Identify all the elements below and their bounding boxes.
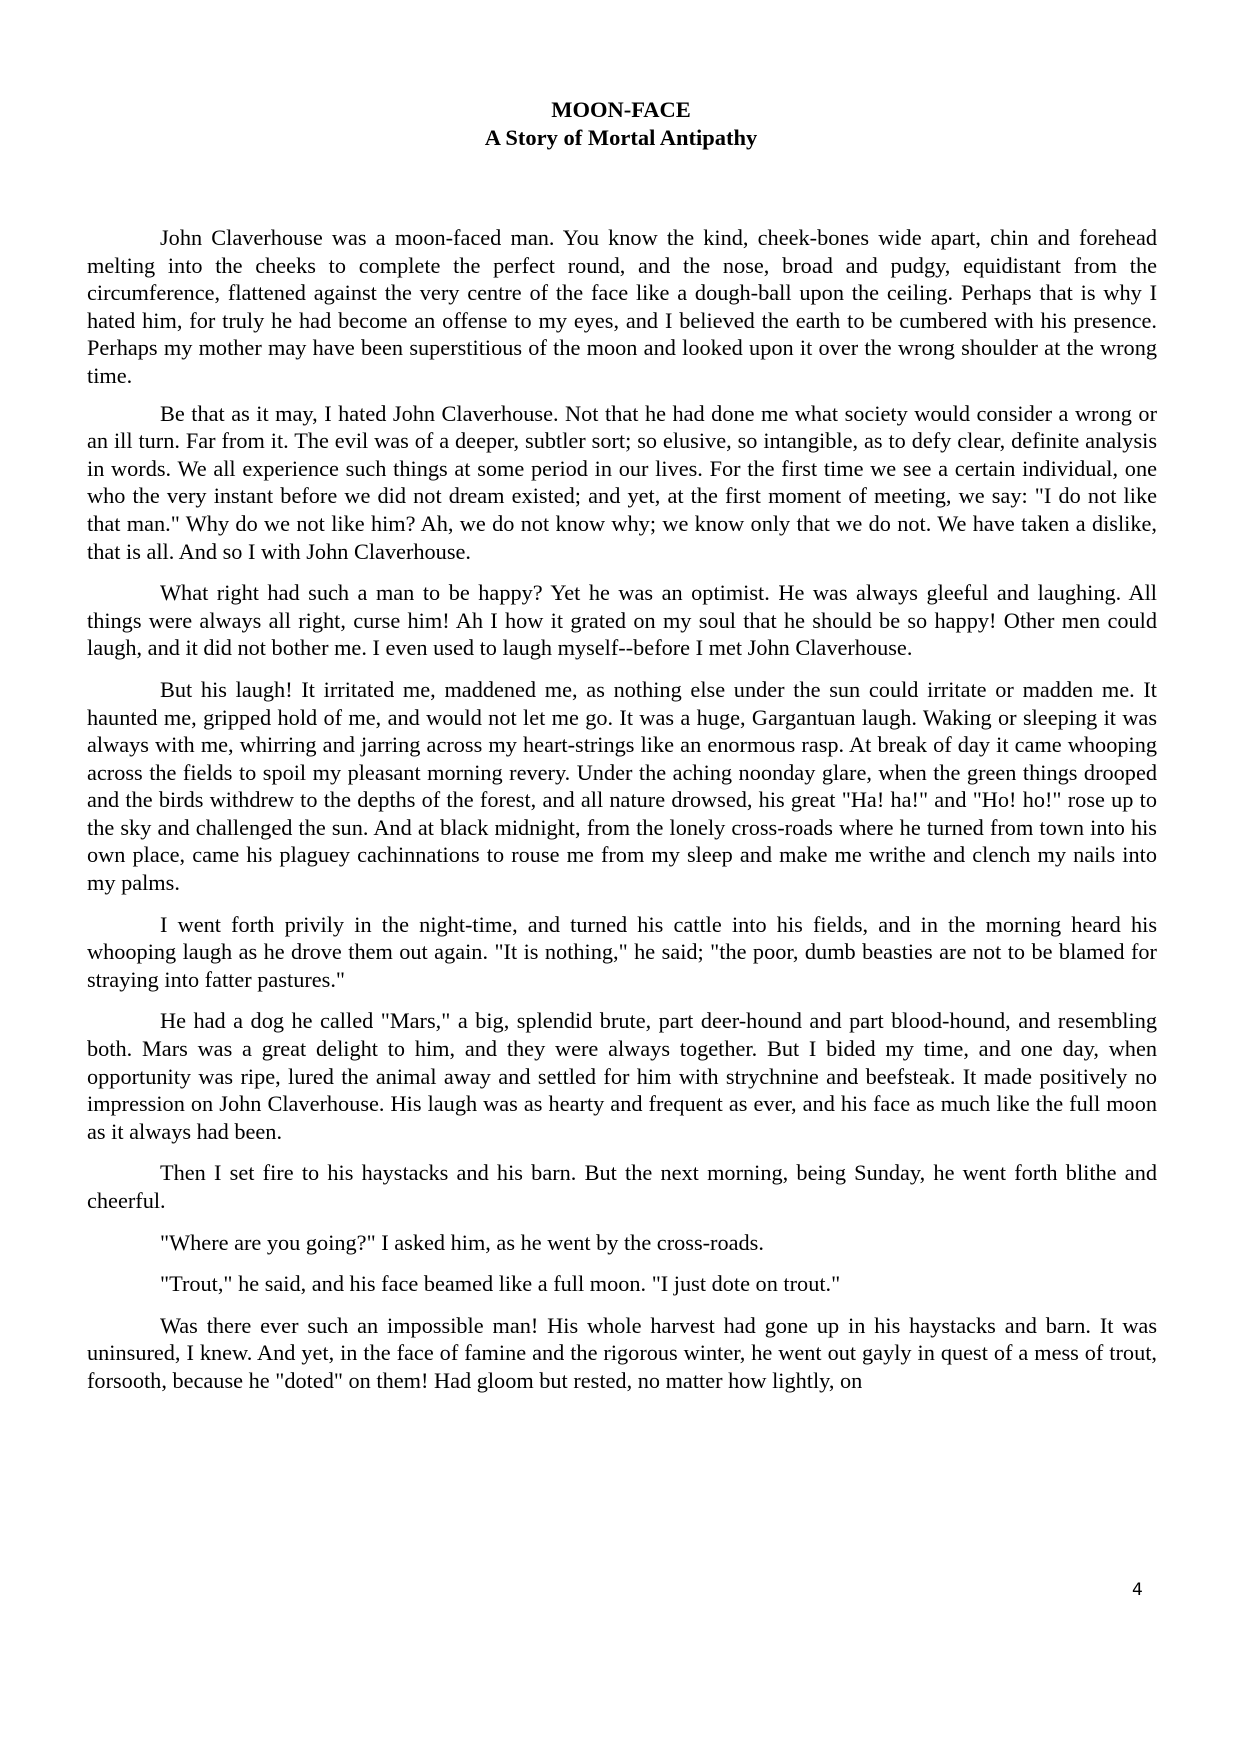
paragraph: John Claverhouse was a moon-faced man. You know the kind, cheek-bones wide apart, chin and forehead melting into the cheeks to complete the perfect round, and the nose, broad and pudgy, equidistant from the circumference, flattened against the very centre of the face like a dough-ball upon the ceiling. Perhaps that is why I hated him, for truly he had become an offense to my eyes, and I believed the earth to be cumbered with his presence. Perhaps my mother may have been superstitious of the moon and looked upon it over the wrong shoulder at the wrong time. (87, 225, 1157, 388)
page-number: 4 (1132, 1580, 1143, 1600)
paragraph: He had a dog he called "Mars," a big, splendid brute, part deer-hound and part blood-hound, and resembling both. Mars was a great delight to him, and they were always together. But I bided my time, and one day, when opportunity was ripe, lured the animal away and settled for him with strychnine and beefsteak. It made positively no impression on John Claverhouse. His laugh was as hearty and frequent as ever, and his face as much like the full moon as it always had been. (87, 1008, 1157, 1144)
story-title: MOON-FACE (551, 97, 691, 122)
paragraph: Was there ever such an impossible man! His whole harvest had gone up in his haystacks and barn. It was uninsured, I knew. And yet, in the face of famine and the rigorous winter, he went out gayly in quest of a mess of trout, forsooth, because he "doted" on them! Had gloom but rested, no matter how lightly, on (87, 1312, 1157, 1393)
title-block (0, 96, 1242, 152)
paragraph: What right had such a man to be happy? Yet he was an optimist. He was always gleeful and laughing. All things were always all right, curse him! Ah I how it grated on my soul that he should be so happy! Other men could laugh, and it did not bother me. I even used to laugh myself--before I met John Claverhouse. (87, 580, 1157, 661)
paragraph: Be that as it may, I hated John Claverhouse. Not that he had done me what society would consider a wrong or an ill turn. Far from it. The evil was of a deeper, subtler sort; so elusive, so intangible, as to defy clear, definite analysis in words. We all experience such things at some period in our lives. For the first time we see a certain individual, one who the very instant before we did not dream existed; and yet, at the first moment of meeting, we say: "I do not like that man." Why do we not like him? Ah, we do not know why; we know only that we do not. We have taken a dislike, that is all. And so I with John Claverhouse. (87, 400, 1157, 564)
story-body (87, 224, 1157, 1405)
paragraph: But his laugh! It irritated me, maddened me, as nothing else under the sun could irritate or madden me. It haunted me, gripped hold of me, and would not let me go. It was a huge, Gargantuan laugh. Waking or sleeping it was always with me, whirring and jarring across my heart-strings like an enormous rasp. At break of day it came whooping across the fields to spoil my pleasant morning revery. Under the aching noonday glare, when the green things drooped and the birds withdrew to the depths of the forest, and all nature drowsed, his great "Ha! ha!" and "Ho! ho!" rose up to the sky and challenged the sun. And at black midnight, from the lonely cross-roads where he turned from town into his own place, came his plaguey cachinnations to rouse me from my sleep and make me writhe and clench my nails into my palms. (87, 676, 1157, 896)
paragraph: Then I set fire to his haystacks and his barn. But the next morning, being Sunday, he went forth blithe and cheerful. (87, 1160, 1157, 1213)
paragraph: I went forth privily in the night-time, and turned his cattle into his fields, and in the morning heard his whooping laugh as he drove them out again. "It is nothing," he said; "the poor, dumb beasties are not to be blamed for straying into fatter pastures." (87, 911, 1157, 992)
paragraph: "Trout," he said, and his face beamed like a full moon. "I just dote on trout." (160, 1271, 841, 1297)
paragraph: "Where are you going?" I asked him, as he went by the cross-roads. (160, 1229, 764, 1255)
story-subtitle: A Story of Mortal Antipathy (484, 125, 758, 150)
